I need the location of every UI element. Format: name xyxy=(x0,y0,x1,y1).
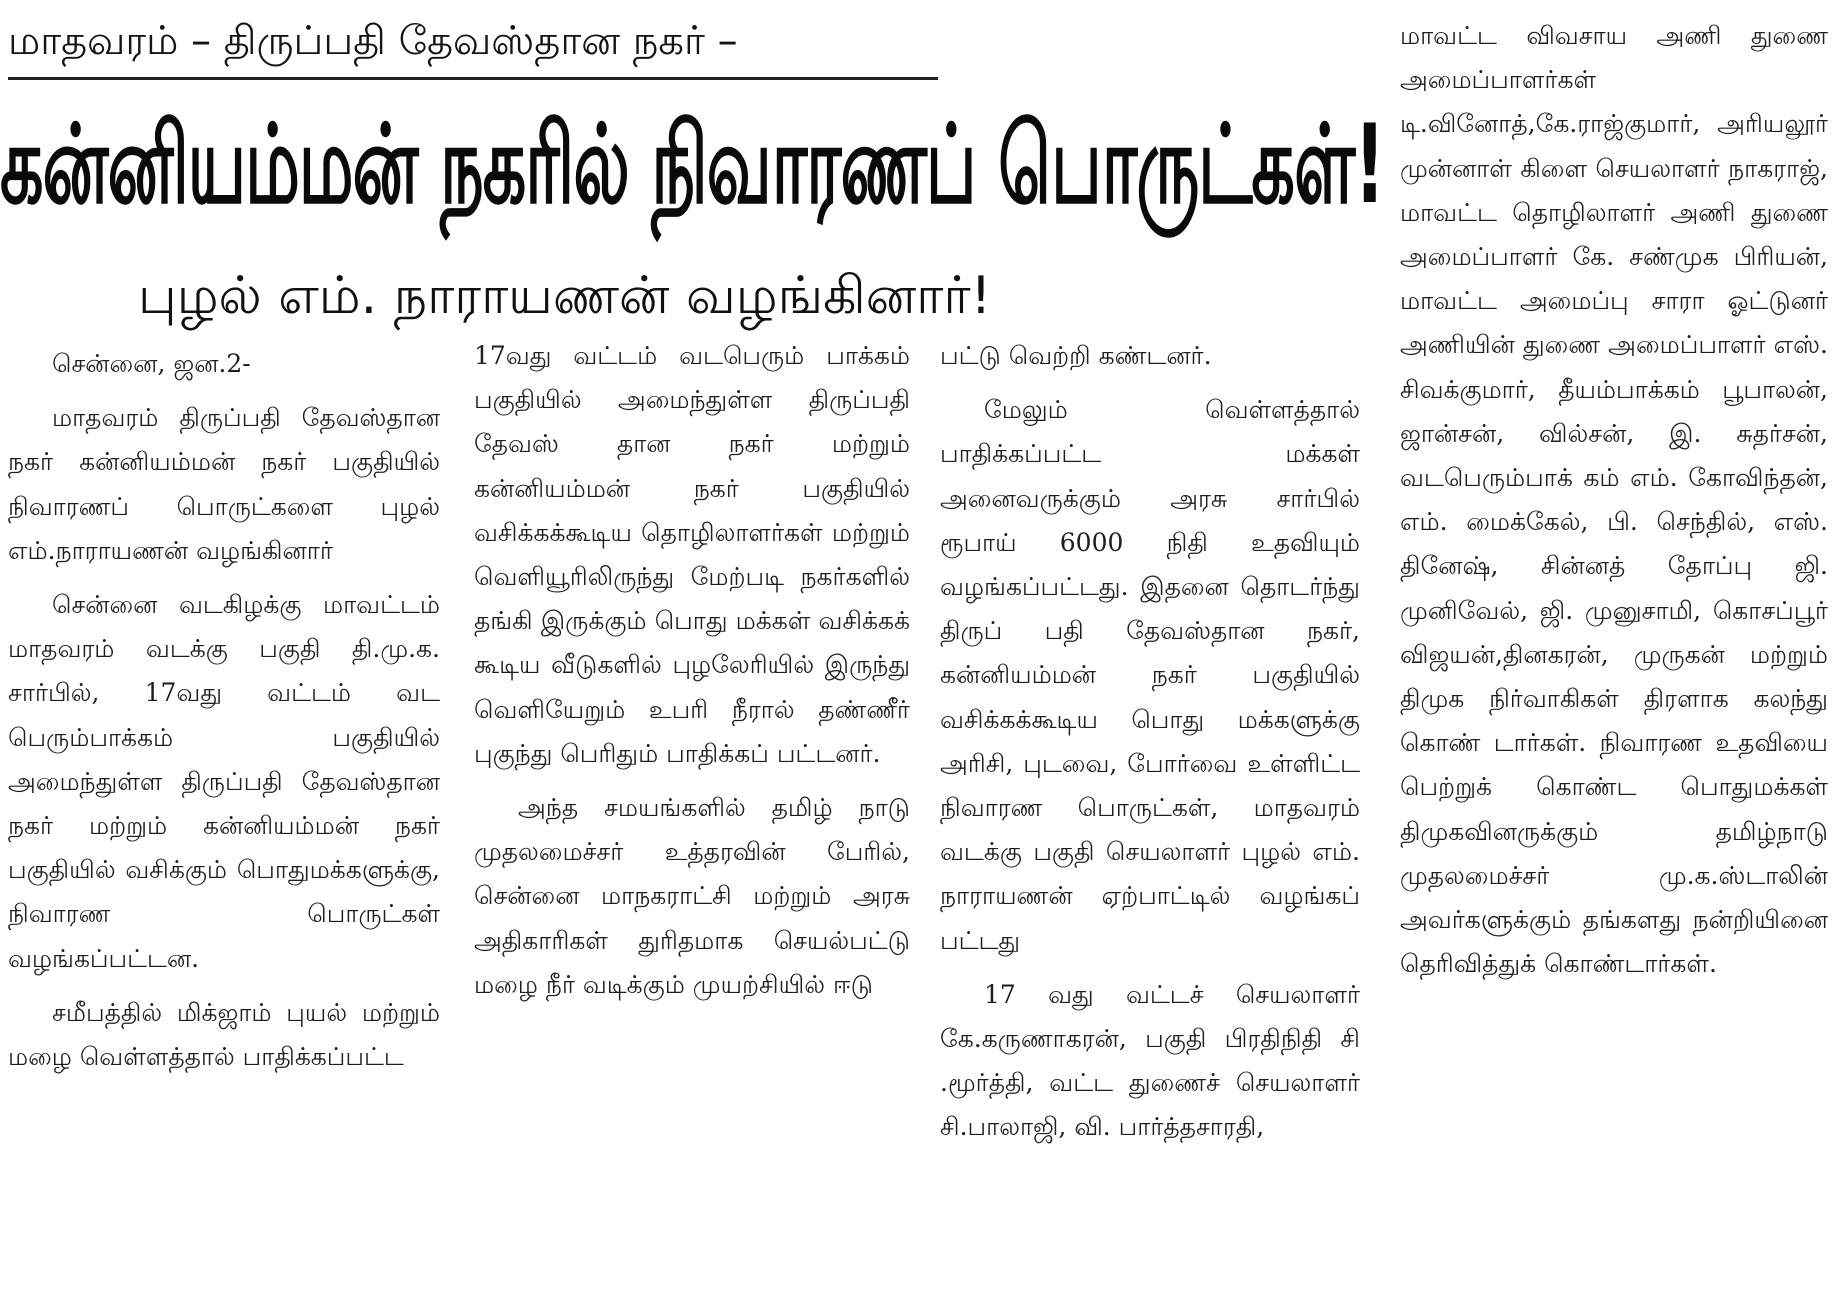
article-paragraph: 17வது வட்டம் வடபெரும் பாக்கம் பகுதியில் அமைந்துள்ள திருப்பதி தேவஸ் தான நகர் மற்றும் கன்னியம்மன் நகர் பகுதியில் வசிக்கக்கூடிய தொழிலாளர்கள் மற்றும் வெளியூரிலிருந்து மேற்படி நகர்களில் தங்கி இருக்கும் பொது மக்கள் வசிக்கக் கூடிய வீடுகளில் புழலேரியில் இருந்து வெளியேறும் உபரி நீரால் தண்ணீர் புகுந்து பெரிதும் பாதிக்கப் பட்டனர். xyxy=(474,341,910,768)
article-headline: கன்னியம்மன் நகரில் நிவாரணப் பொருட்கள்! xyxy=(0,103,1385,230)
article-paragraph: மாதவரம் திருப்பதி தேவஸ்தான நகர் கன்னியம்மன் நகர் பகுதியில் நிவாரணப் பொருட்களை புழல் எம்.நாராயணன் வழங்கினார் xyxy=(8,403,440,565)
article-column-4 xyxy=(1400,14,1828,996)
dateline: சென்னை, ஜன.2- xyxy=(52,349,251,378)
article-column-3 xyxy=(940,334,1360,1160)
article-subhead: புழல் எம். நாராயணன் வழங்கினார்! xyxy=(138,266,992,326)
article-paragraph: 17 வது வட்டச் செயலாளர் கே.கருணாகரன், பகுதி பிரதிநிதி சி .மூர்த்தி, வட்ட துணைச் செயலாளர் சி.பாலாஜி, வி. பார்த்தசாரதி, xyxy=(940,979,1360,1142)
article-column-2 xyxy=(474,334,910,1017)
article-kicker: மாதவரம் – திருப்பதி தேவஸ்தான நகர் – xyxy=(8,10,938,80)
article-paragraph: அந்த சமயங்களில் தமிழ் நாடு முதலமைச்சர் உத்தரவின் பேரில், சென்னை மாநகராட்சி மற்றும் அரசு அதிகாரிகள் துரிதமாக செயல்பட்டு மழை நீர் வடிக்கும் முயற்சியில் ஈடு xyxy=(474,793,910,999)
article-paragraph: சமீபத்தில் மிக்ஜாம் புயல் மற்றும் மழை வெள்ளத்தால் பாதிக்கப்பட்ட xyxy=(8,997,440,1072)
article-paragraph: சென்னை வடகிழக்கு மாவட்டம் மாதவரம் வடக்கு பகுதி தி.மு.க. சார்பில், 17வது வட்டம் வட பெரும்பாக்கம் பகுதியில் அமைந்துள்ள திருப்பதி தேவஸ்தான நகர் மற்றும் கன்னியம்மன் நகர் பகுதியில் வசிக்கும் பொதுமக்களுக்கு, நிவாரண பொருட்கள் வழங்கப்பட்டன. xyxy=(8,590,440,973)
article-paragraph: மாவட்ட விவசாய அணி துணை அமைப்பாளர்கள் டி.வினோத்,கே.ராஜ்குமார், அரியலூர் முன்னாள் கிளை செயலாளர் நாகராஜ், மாவட்ட தொழிலாளர் அணி துணை அமைப்பாளர் கே. சண்முக பிரியன், மாவட்ட அமைப்பு சாரா ஓட்டுனர் அணியின் துணை அமைப்பாளர் எஸ். சிவக்குமார், தீயம்பாக்கம் பூபாலன், ஜான்சன், வில்சன், இ. சுதர்சன், வடபெரும்பாக் கம் எம். கோவிந்தன், எம். மைக்கேல், பி. செந்தில், எஸ். தினேஷ், சின்னத் தோப்பு ஜி. முனிவேல், ஜி. முனுசாமி, கொசப்பூர் விஜயன்,தினகரன், முருகன் மற்றும் திமுக நிர்வாகிகள் திரளாக கலந்து கொண் டார்கள். நிவாரண உதவியை பெற்றுக் கொண்ட பொதுமக்கள் திமுகவினருக்கும் தமிழ்நாடு முதலமைச்சர் மு.க.ஸ்டாலின் அவர்களுக்கும் தங்களது நன்றியினை தெரிவித்துக் கொண்டார்கள். xyxy=(1400,21,1828,979)
article-column-1 xyxy=(8,342,440,1089)
article-paragraph: மேலும் வெள்ளத்தால் பாதிக்கப்பட்ட மக்கள் அனைவருக்கும் அரசு சார்பில் ரூபாய் 6000 நிதி உதவியும் வழங்கப்பட்டது. இதனை தொடர்ந்து திருப் பதி தேவஸ்தான நகர், கன்னியம்மன் நகர் பகுதியில் வசிக்கக்கூடிய பொது மக்களுக்கு அரிசி, புடவை, போர்வை உள்ளிட்ட நிவாரண பொருட்கள், மாதவரம் வடக்கு பகுதி செயலாளர் புழல் எம். நாராயணன் ஏற்பாட்டில் வழங்கப் பட்டது xyxy=(940,395,1360,955)
article-paragraph: பட்டு வெற்றி கண்டனர். xyxy=(940,341,1212,370)
